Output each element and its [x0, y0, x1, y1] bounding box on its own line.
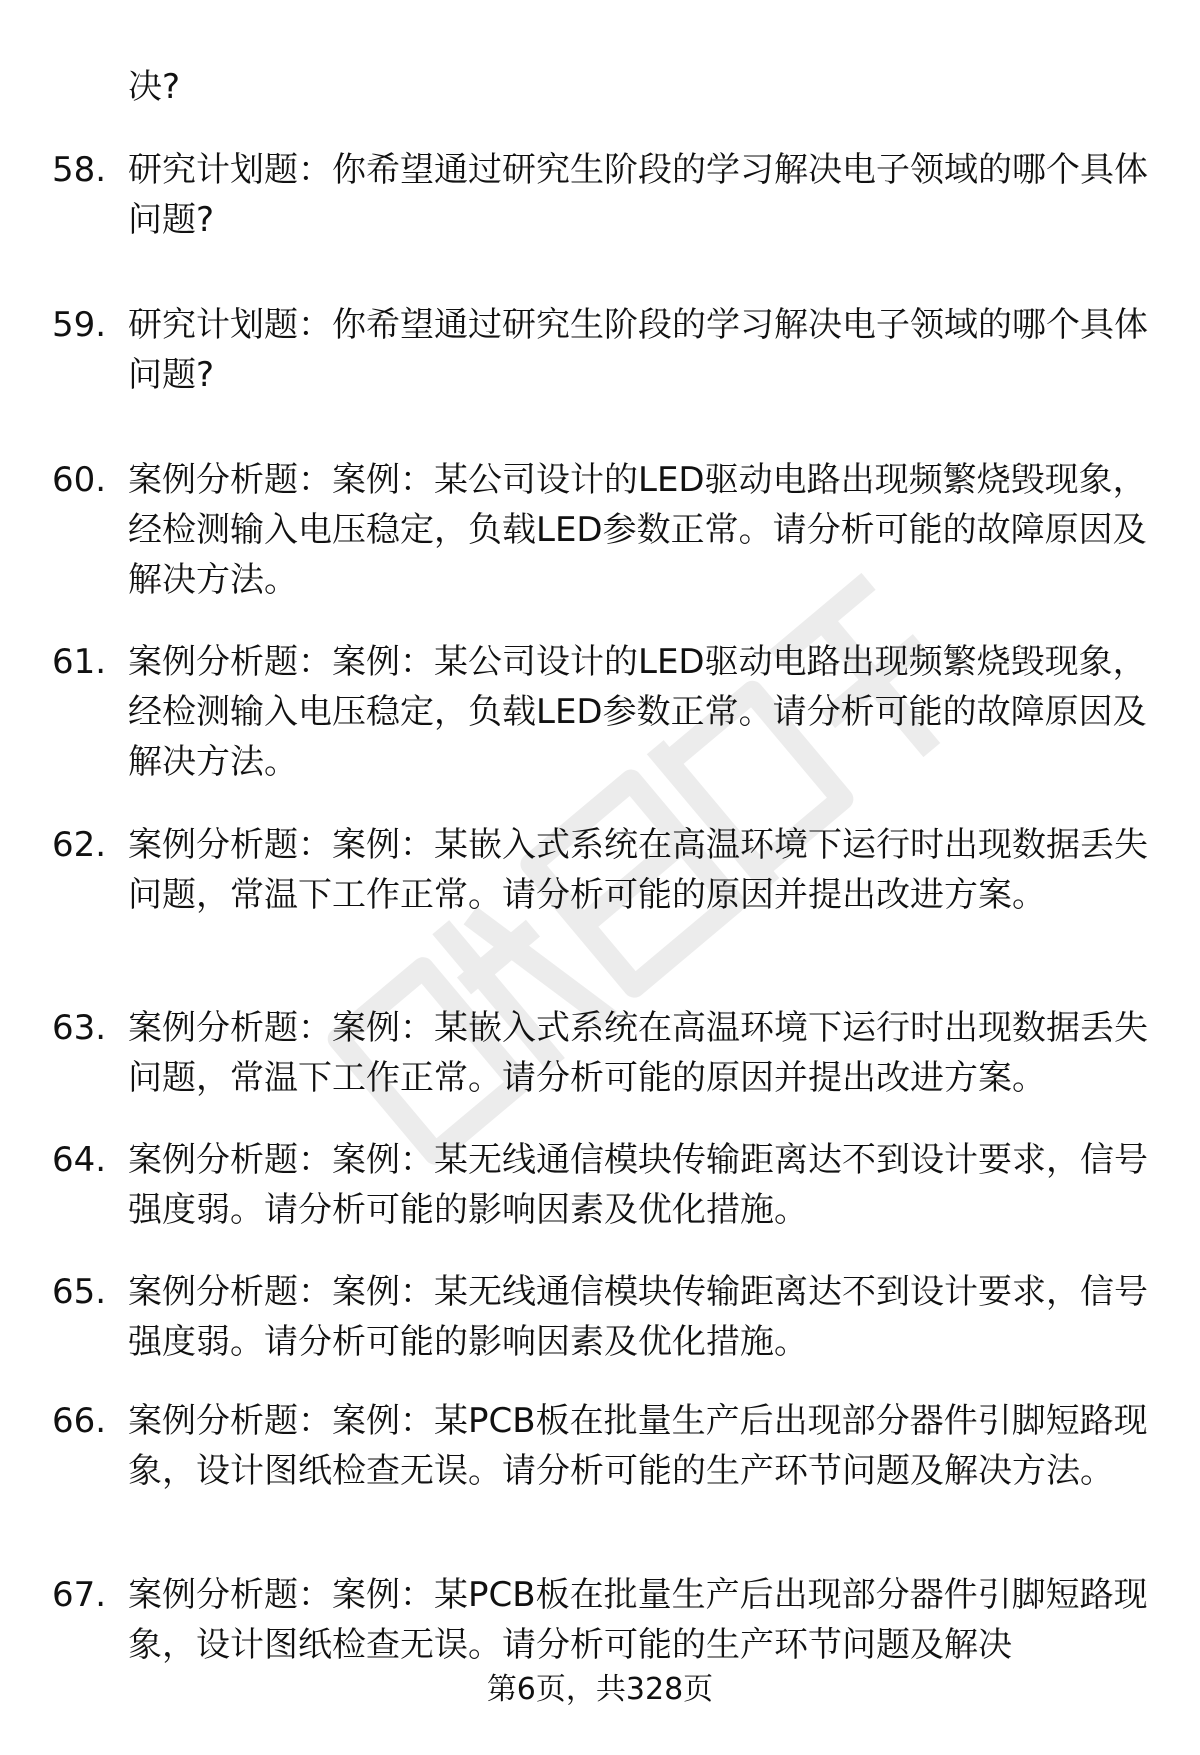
question-text: 研究计划题：你希望通过研究生阶段的学习解决电子领域的哪个具体问题?	[128, 150, 1148, 240]
page-footer: 第6页，共328页	[486, 1672, 714, 1707]
question-number: 60.	[52, 460, 107, 500]
question-text: 案例分析题：案例：某嵌入式系统在高温环境下运行时出现数据丢失问题，常温下工作正常。请分析可能的原因并提出改进方案。	[128, 825, 1148, 915]
question-text: 研究计划题：你希望通过研究生阶段的学习解决电子领域的哪个具体问题?	[128, 305, 1148, 395]
question-text: 案例分析题：案例：某公司设计的LED驱动电路出现频繁烧毁现象，经检测输入电压稳定，负载LED参数正常。请分析可能的故障原因及解决方法。	[128, 642, 1147, 782]
question-text: 案例分析题：案例：某无线通信模块传输距离达不到设计要求，信号强度弱。请分析可能的影响因素及优化措施。	[128, 1272, 1148, 1362]
question-number: 64.	[52, 1140, 107, 1180]
question-text: 案例分析题：案例：某无线通信模块传输距离达不到设计要求，信号强度弱。请分析可能的影响因素及优化措施。	[128, 1140, 1148, 1230]
continuation-text: 决?	[128, 67, 181, 107]
question-number: 66.	[52, 1401, 107, 1441]
question-number: 58.	[52, 150, 107, 190]
question-text: 案例分析题：案例：某PCB板在批量生产后出现部分器件引脚短路现象，设计图纸检查无误。请分析可能的生产环节问题及解决方法。	[128, 1401, 1148, 1491]
question-text: 案例分析题：案例：某嵌入式系统在高温环境下运行时出现数据丢失问题，常温下工作正常。请分析可能的原因并提出改进方案。	[128, 1008, 1148, 1098]
question-text: 案例分析题：案例：某公司设计的LED驱动电路出现频繁烧毁现象，经检测输入电压稳定，负载LED参数正常。请分析可能的故障原因及解决方法。	[128, 460, 1147, 600]
question-number: 61.	[52, 642, 107, 682]
question-number: 59.	[52, 305, 107, 345]
question-number: 63.	[52, 1008, 107, 1048]
question-text: 案例分析题：案例：某PCB板在批量生产后出现部分器件引脚短路现象，设计图纸检查无误。请分析可能的生产环节问题及解决	[128, 1575, 1148, 1665]
question-number: 62.	[52, 825, 107, 865]
question-number: 67.	[52, 1575, 107, 1615]
question-number: 65.	[52, 1272, 107, 1312]
